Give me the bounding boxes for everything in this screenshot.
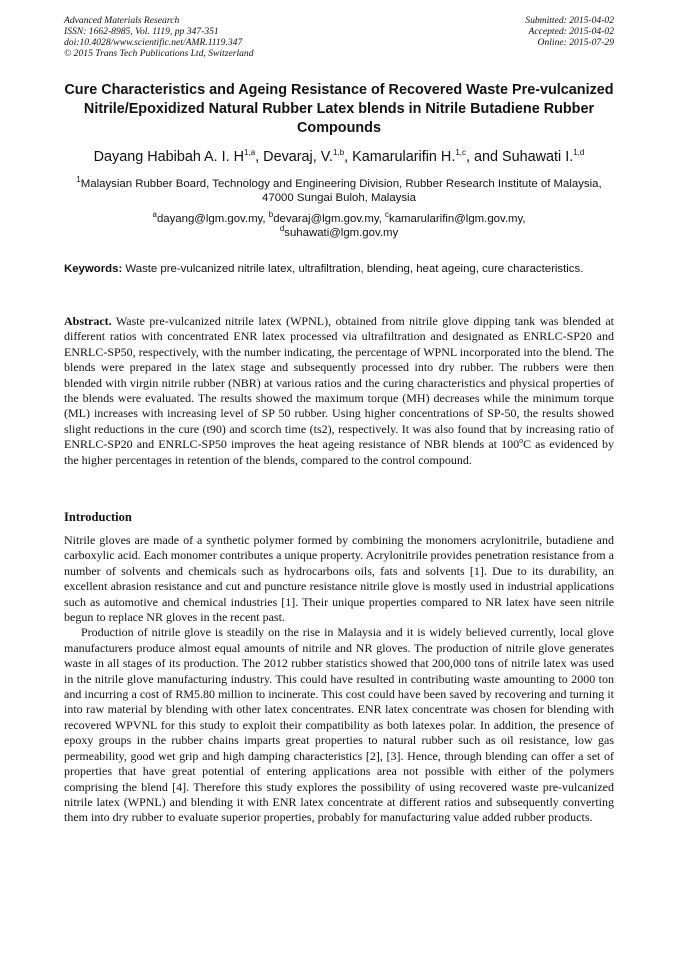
author-2: Devaraj, V.$^{1,b}$, [263, 148, 353, 165]
author-4: Suhawati I.$^{1,d}$ [502, 148, 585, 165]
email-3: $^c$kamarularifin@lgm.gov.my, [385, 210, 526, 225]
journal-name: Advanced Materials Research [64, 15, 180, 26]
email-2: $^b$devaraj@lgm.gov.my, [268, 210, 386, 225]
author-list [30, 147, 648, 167]
introduction-heading: Introduction [64, 510, 132, 524]
author-1: Dayang Habibah A. I. H$^{1,a}$, [93, 148, 264, 165]
doi-line: doi:10.4028/www.scientific.net/AMR.1119.347 [64, 37, 243, 48]
copyright-line: © 2015 Trans Tech Publications Ltd, Switzerland [64, 48, 254, 59]
abstract-label: Abstract. [64, 314, 112, 328]
intro-paragraph-2: Production of nitrile glove is steadily on the rise in Malaysia and it is widely believed currently, local glove manufacturers produce almost equal amounts of nitrile and NR gloves. The production of nitrile glove generates waste in all stages of its production. The 2012 rubber statistics showed that 200,000 tons of nitrile latex was used in the nitrile glove manufacturing industry. This could have resulted in contributing waste amounting to 2000 ton and incurring a cost of RM5.80 million to incinerate. This cost could have been saved by recovering and turning it into raw material by blending with other latex concentrates. ENR latex concentrate was chosen for blending with recovered WPVNL for this study to exploit their compatibility as both latexes polar. In addition, the presence of epoxy groups in the rubber chains imparts great properties to natural rubber such as oil resistance, low gas permeability, good wet grip and high damping characteristics [2], [3]. Hence, through blending can offer a set of properties that have great potential of entering applications area not possible with either of the polymers comprising the blend [4]. Therefore this study explores the possibility of using recovered waste pre-vulcanized nitrile latex (WPNL) and blending it with ENR latex concentrate at different ratios and subsequently converting them into dry rubber to evaluate superior properties, probably for manufacturing value added rubber products. [64, 625, 614, 825]
paper-title: Cure Characteristics and Ageing Resistance of Recovered Waste Pre-vulcanized Nitrile/Epoxidized Natural Rubber Latex blends in Nitrile Butadiene Rubber Compounds [64, 82, 614, 136]
affiliation: $^1$Malaysian Rubber Board, Technology and Engineering Division, Rubber Research Institute of Malaysia, 47000 Sungai Buloh, Malaysia [76, 175, 602, 204]
author-3: Kamarularifin H.$^{1,c}$, and [352, 148, 503, 165]
online-date: Online: 2015-07-29 [537, 37, 614, 48]
accepted-date: Accepted: 2015-04-02 [528, 26, 614, 37]
email-1: $^a$dayang@lgm.gov.my, [152, 210, 269, 225]
abstract: Abstract. Waste pre-vulcanized nitrile latex (WPNL), obtained from nitrile glove dipping tank was blended at different ratios with concentrated ENR latex processed via ultrafiltration and designated as ENRLC-SP20 and ENRLC-SP50, respectively, with the number indicating, the percentage of WPNL incorporated into the blend. The blends were prepared in the latex stage and subsequently processed into dry rubber. The rubbers were then blended with virgin nitrile rubber (NBR) at various ratios and the curing characteristics and physical properties of the blends were evaluated. The results showed the maximum torque (MH) decreases while the minimum torque (ML) increases with increasing level of SP 50 rubber. Using higher concentrations of SP-50, the results showed slight reductions in the cure (t90) and scorch time (ts2), respectively. It was also found that by increasing ratio of ENRLC-SP20 and ENRLC-SP50 improves the heat ageing resistance of NBR blends at 100$^o$C as evidenced by the higher percentages in retention of the blends, compared to the control compound. [64, 314, 614, 467]
keywords [64, 262, 614, 277]
email-list [64, 212, 614, 240]
keywords-label: Keywords: [64, 263, 123, 275]
issn-line: ISSN: 1662-8985, Vol. 1119, pp 347-351 [64, 26, 219, 37]
email-4: $^d$suhawati@lgm.gov.my [279, 224, 399, 239]
journal-header [64, 15, 254, 59]
submitted-date: Submitted: 2015-04-02 [525, 15, 614, 26]
introduction-body [64, 533, 614, 826]
dates-header [525, 15, 614, 48]
intro-paragraph-1: Nitrile gloves are made of a synthetic polymer formed by combining the monomers acrylonitrile, butadiene and carboxylic acid. Each monomer contributes a unique property. Acrylonitrile provides penetration resistance from a number of solvents and chemicals such as hydrocarbons oils, fats and solvents [1]. Due to its durability, an excellent abrasion resistance and cut and puncture resistance nitrile glove is mostly used in industrial applications such as automotive and chemical industries [1]. Their unique properties compared to NR latex have seen nitrile begun to replace NR gloves in the recent past. [64, 533, 614, 625]
keywords-text: Waste pre-vulcanized nitrile latex, ultrafiltration, blending, heat ageing, cure characteristics. [125, 263, 584, 275]
